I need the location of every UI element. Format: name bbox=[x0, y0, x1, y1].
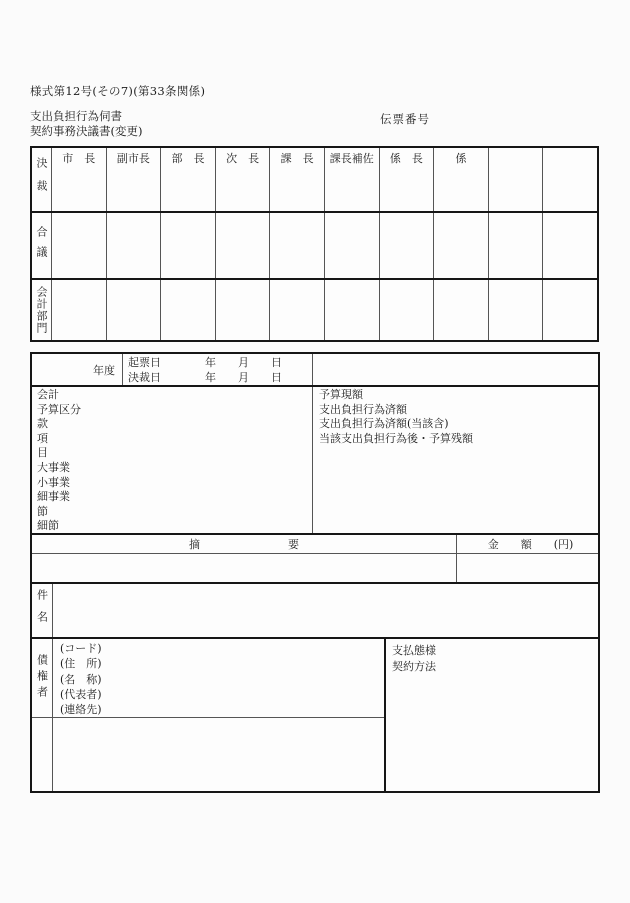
approval-stamp-cell bbox=[215, 213, 270, 278]
fiscal-year-row bbox=[32, 354, 598, 385]
approval-stamp-cell bbox=[542, 280, 597, 340]
approval-header-cell-dept-head: 部 長 bbox=[160, 148, 215, 211]
approval-stamp-cell bbox=[433, 213, 488, 278]
approval-header-cell-subsection-chief: 係 長 bbox=[379, 148, 434, 211]
budget-item-label: 項 bbox=[37, 431, 48, 445]
approval-row-label bbox=[32, 148, 51, 211]
approval-table bbox=[30, 146, 599, 342]
approval-header-cell-deputy-mayor: 副市長 bbox=[106, 148, 161, 211]
budget-row bbox=[32, 385, 598, 533]
accounting-dept-row-label: 会計部門 bbox=[35, 286, 48, 334]
creditor-extra-cell bbox=[53, 718, 384, 791]
summary-header-row bbox=[32, 533, 598, 553]
contract-method-label: 契約方法 bbox=[392, 660, 436, 673]
creditor-label-empty-cell bbox=[32, 718, 53, 791]
approval-stamp-cell bbox=[51, 213, 106, 278]
payment-terms-cell bbox=[386, 639, 598, 791]
approval-stamp-cell bbox=[215, 280, 270, 340]
document-title-line1: 支出負担行為伺書 bbox=[30, 109, 122, 123]
budget-item-label: 会計 bbox=[37, 388, 59, 401]
fiscal-year-cell bbox=[32, 354, 123, 385]
budget-amounts-cell bbox=[313, 387, 598, 533]
subject-row bbox=[32, 582, 598, 637]
budget-amount-label: 予算現額 bbox=[319, 388, 363, 401]
consultation-row-label: 合議 bbox=[35, 225, 48, 266]
approval-header-cell-staff: 係 bbox=[433, 148, 488, 211]
creditor-field-name: (名 称) bbox=[60, 672, 102, 686]
creditor-extra-block bbox=[32, 717, 384, 791]
creditor-row bbox=[32, 637, 598, 791]
budget-amount-label: 支出負担行為済額 bbox=[319, 402, 407, 416]
approval-stamp-cell bbox=[51, 280, 106, 340]
approval-row-decision bbox=[32, 148, 597, 213]
budget-classification-cell bbox=[32, 387, 313, 533]
budget-amount-label: 支出負担行為済額(当該含) bbox=[319, 417, 449, 431]
approval-stamp-cell bbox=[160, 280, 215, 340]
approval-stamp-cell bbox=[488, 148, 543, 211]
creditor-field-representative: (代表者) bbox=[60, 687, 102, 701]
budget-item-label: 予算区分 bbox=[37, 402, 81, 416]
approval-stamp-cell bbox=[269, 213, 324, 278]
creditor-field-address: (住 所) bbox=[60, 657, 102, 671]
budget-item-label: 細節 bbox=[37, 519, 59, 533]
approval-header-cell-assistant-chief: 課長補佐 bbox=[324, 148, 379, 211]
decision-row-label: 決裁 bbox=[35, 156, 48, 203]
approval-stamp-cell bbox=[379, 213, 434, 278]
fiscal-year-label: 年度 bbox=[93, 363, 115, 377]
budget-item-label: 大事業 bbox=[37, 460, 70, 474]
document-title bbox=[30, 109, 142, 138]
subject-entry-cell bbox=[53, 584, 598, 637]
approval-stamp-cell bbox=[488, 280, 543, 340]
approval-row-label bbox=[32, 213, 51, 278]
description-entry-cell bbox=[32, 554, 457, 582]
approval-stamp-cell bbox=[106, 280, 161, 340]
draft-date-line: 起票日 年 月 日 bbox=[128, 355, 282, 369]
subject-label: 件名 bbox=[35, 588, 49, 633]
budget-item-label: 款 bbox=[37, 417, 48, 431]
slip-number-label: 伝票番号 bbox=[380, 112, 430, 126]
approval-stamp-cell bbox=[324, 280, 379, 340]
amount-header-cell bbox=[457, 535, 598, 553]
budget-item-label: 細事業 bbox=[37, 490, 70, 504]
creditor-info-block bbox=[32, 639, 384, 717]
approval-stamp-cell bbox=[106, 213, 161, 278]
description-header-cell bbox=[32, 535, 457, 553]
description-header-label: 摘 要 bbox=[189, 538, 299, 551]
approval-stamp-cell bbox=[160, 213, 215, 278]
approval-stamp-cell bbox=[379, 280, 434, 340]
creditor-fields-cell bbox=[53, 639, 384, 717]
creditor-label-cell bbox=[32, 639, 53, 717]
approval-stamp-cell bbox=[542, 213, 597, 278]
payment-method-label: 支払態様 bbox=[392, 644, 436, 657]
creditor-field-contact: (連絡先) bbox=[60, 703, 102, 717]
main-form-table bbox=[30, 352, 600, 793]
approval-row-accounting bbox=[32, 280, 597, 340]
amount-entry-cell bbox=[457, 554, 598, 582]
approval-row-label bbox=[32, 280, 51, 340]
approval-stamp-cell bbox=[324, 213, 379, 278]
creditor-field-code: (コード) bbox=[60, 642, 102, 655]
summary-entry-row bbox=[32, 553, 598, 582]
budget-amount-label: 当該支出負担行為後・予算残額 bbox=[319, 431, 473, 445]
creditor-section bbox=[32, 639, 386, 791]
subject-label-cell bbox=[32, 584, 53, 637]
approval-stamp-cell bbox=[488, 213, 543, 278]
budget-item-label: 小事業 bbox=[37, 475, 70, 489]
approval-date-line: 決裁日 年 月 日 bbox=[128, 370, 282, 384]
approval-header-cell-section-chief: 課 長 bbox=[269, 148, 324, 211]
slip-number-cell bbox=[313, 354, 598, 385]
dates-cell bbox=[123, 354, 313, 385]
budget-item-label: 目 bbox=[37, 446, 48, 460]
approval-header-cell-mayor: 市 長 bbox=[51, 148, 106, 211]
document-title-line2: 契約事務決議書(変更) bbox=[30, 123, 143, 138]
form-number: 様式第12号(その7)(第33条関係) bbox=[30, 84, 206, 98]
approval-stamp-cell bbox=[433, 280, 488, 340]
approval-stamp-cell bbox=[269, 280, 324, 340]
approval-header-cell-vice-head: 次 長 bbox=[215, 148, 270, 211]
amount-header-label: 金 額 (円) bbox=[487, 538, 574, 551]
creditor-label: 債権者 bbox=[35, 654, 49, 702]
budget-item-label: 節 bbox=[37, 504, 48, 518]
approval-stamp-cell bbox=[542, 148, 597, 211]
approval-row-consultation bbox=[32, 213, 597, 280]
